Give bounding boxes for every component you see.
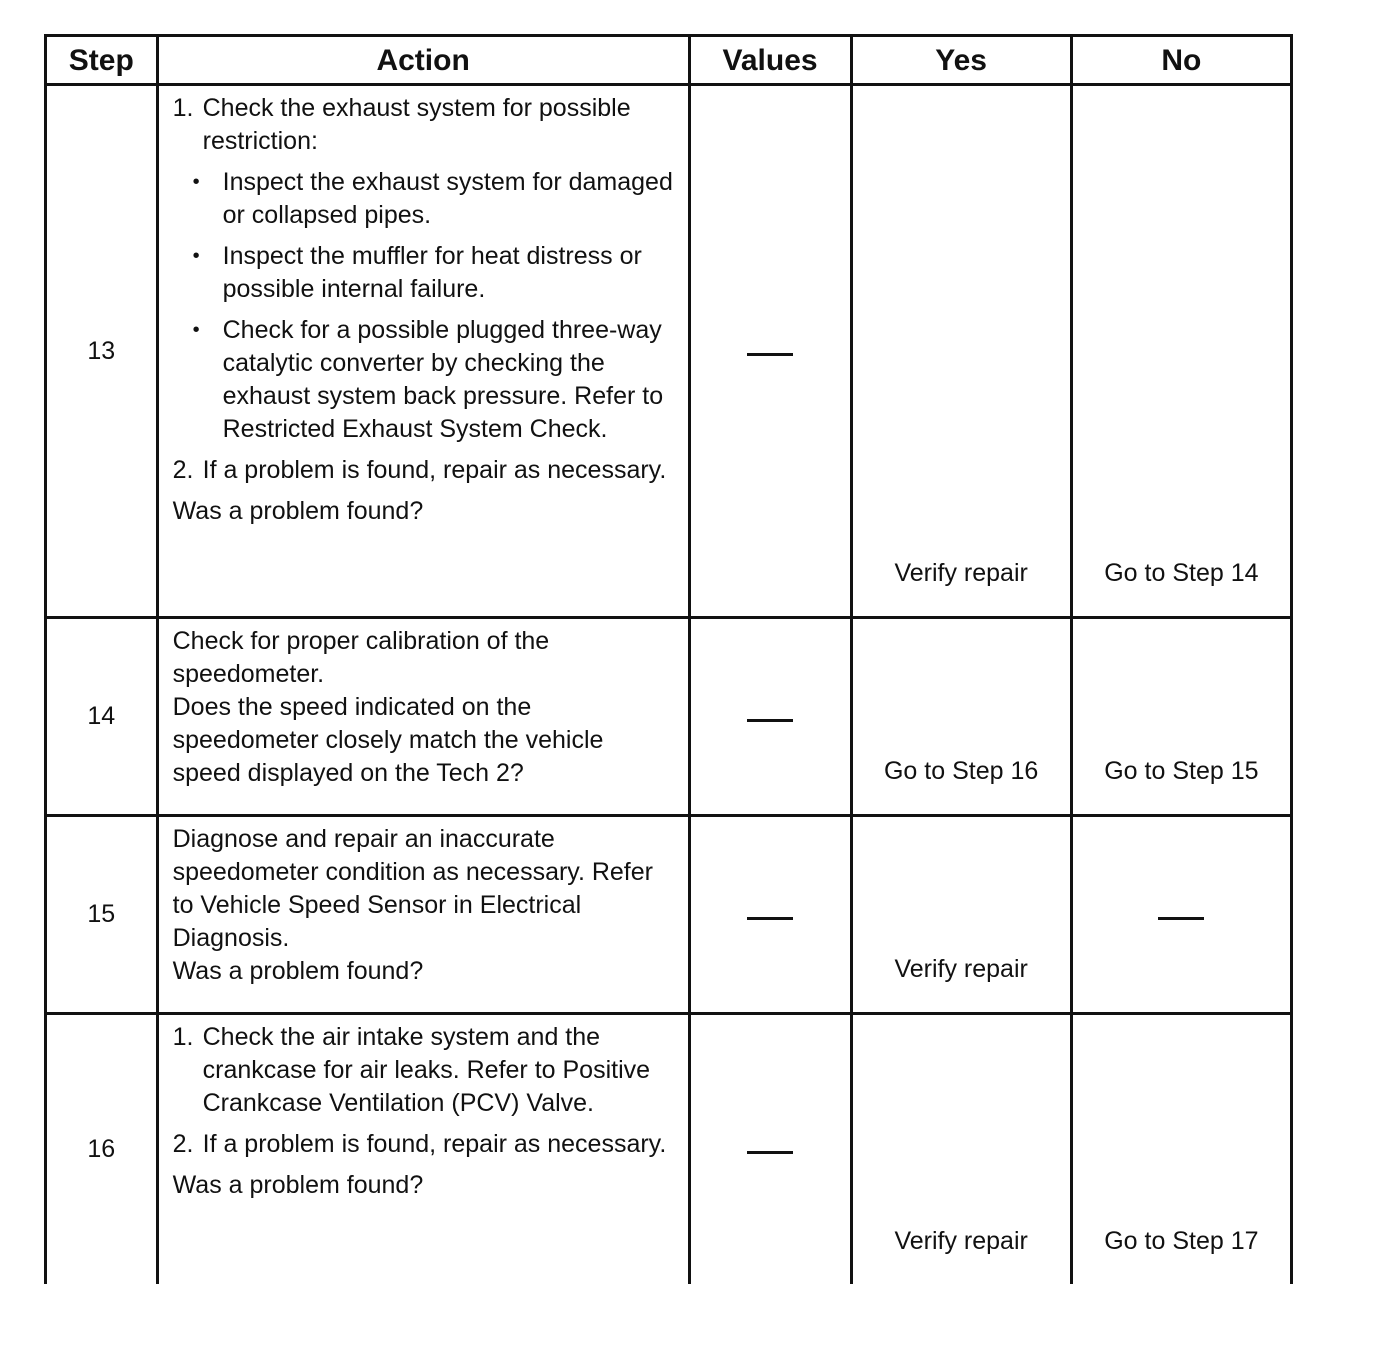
- bullet-item: [193, 166, 678, 232]
- action-cell: [157, 85, 689, 618]
- header-step: Step: [46, 36, 158, 85]
- header-values: Values: [689, 36, 851, 85]
- action-item-1: [173, 1021, 678, 1120]
- item-text: If a problem is found, repair as necessary.: [202, 1130, 667, 1158]
- bullet-item: [193, 240, 678, 306]
- action-text: Check for proper calibration of the speedometer.: [172, 627, 550, 688]
- yes-cell: [851, 816, 1071, 1014]
- dash-mark: [747, 719, 793, 722]
- item-number: 2.: [172, 456, 194, 484]
- question-text: Does the speed indicated on the speedometer closely match the vehicle speed displayed on the Tech 2?: [172, 693, 604, 787]
- action-cell: [157, 618, 689, 816]
- item-text: If a problem is found, repair as necessary.: [202, 456, 667, 484]
- yes-cell: [851, 618, 1071, 816]
- dash-mark: [747, 353, 793, 356]
- no-cell: [1071, 618, 1291, 816]
- values-cell: [689, 618, 851, 816]
- question-text: Was a problem found?: [172, 957, 424, 985]
- values-cell: [689, 85, 851, 618]
- yes-cell: [851, 85, 1071, 618]
- no-cell: [1071, 1014, 1291, 1284]
- action-item-1: [173, 92, 678, 158]
- diagnostic-table-container: [44, 34, 1293, 1284]
- dash-mark: [747, 1151, 793, 1154]
- question-text: Was a problem found?: [172, 1171, 424, 1199]
- step-number: 15: [46, 816, 158, 1014]
- yes-cell: [851, 1014, 1071, 1284]
- bullet-list: [173, 166, 678, 446]
- bullet-text: Inspect the muffler for heat distress or possible internal failure.: [222, 242, 642, 303]
- action-cell: [157, 1014, 689, 1284]
- values-cell: [689, 816, 851, 1014]
- yes-result: Go to Step 16: [883, 757, 1039, 785]
- header-yes: Yes: [851, 36, 1071, 85]
- action-item-2: [173, 1128, 678, 1161]
- no-result: Go to Step 17: [1104, 1226, 1259, 1255]
- dash-mark: [1158, 917, 1204, 920]
- no-cell: [1071, 816, 1291, 1014]
- item-number: 2.: [172, 1130, 194, 1158]
- header-row: [46, 36, 1292, 85]
- question-text: Was a problem found?: [172, 497, 424, 525]
- action-text: Diagnose and repair an inaccurate speedometer condition as necessary. Refer to Vehicle Speed Sensor in Electrical Diagnosis.: [172, 825, 653, 952]
- yes-result: Verify repair: [894, 955, 1028, 983]
- table-row-step-14: [46, 618, 1292, 816]
- no-cell: [1071, 85, 1291, 618]
- action-cell: [157, 816, 689, 1014]
- values-cell: [689, 1014, 851, 1284]
- header-no: No: [1071, 36, 1291, 85]
- bullet-icon: •: [192, 245, 200, 267]
- dash-mark: [747, 917, 793, 920]
- no-result: Go to Step 14: [1104, 559, 1259, 587]
- bullet-icon: •: [192, 319, 200, 341]
- bullet-text: Check for a possible plugged three-way catalytic converter by checking the exhaust system back pressure. Refer to Restricted Exhaust System Check.: [222, 316, 664, 443]
- step-number: 16: [46, 1014, 158, 1284]
- bullet-item: [193, 314, 678, 446]
- bullet-icon: •: [192, 171, 200, 193]
- item-number: 1.: [172, 94, 194, 122]
- item-text: Check the exhaust system for possible restriction:: [202, 94, 631, 155]
- step-number: 14: [46, 618, 158, 816]
- table-row-step-13: [46, 85, 1292, 618]
- diagnostic-table: [44, 34, 1293, 1284]
- yes-result: Verify repair: [894, 559, 1028, 587]
- step-number: 13: [46, 85, 158, 618]
- action-item-2: [173, 454, 678, 487]
- yes-result: Verify repair: [894, 1226, 1028, 1255]
- bullet-text: Inspect the exhaust system for damaged or collapsed pipes.: [222, 168, 673, 229]
- table-row-step-15: [46, 816, 1292, 1014]
- item-number: 1.: [172, 1023, 194, 1051]
- no-result: Go to Step 15: [1104, 757, 1259, 785]
- item-text: Check the air intake system and the crankcase for air leaks. Refer to Positive Crankcase Ventilation (PCV) Valve.: [202, 1023, 651, 1117]
- table-row-step-16: [46, 1014, 1292, 1284]
- header-action: Action: [157, 36, 689, 85]
